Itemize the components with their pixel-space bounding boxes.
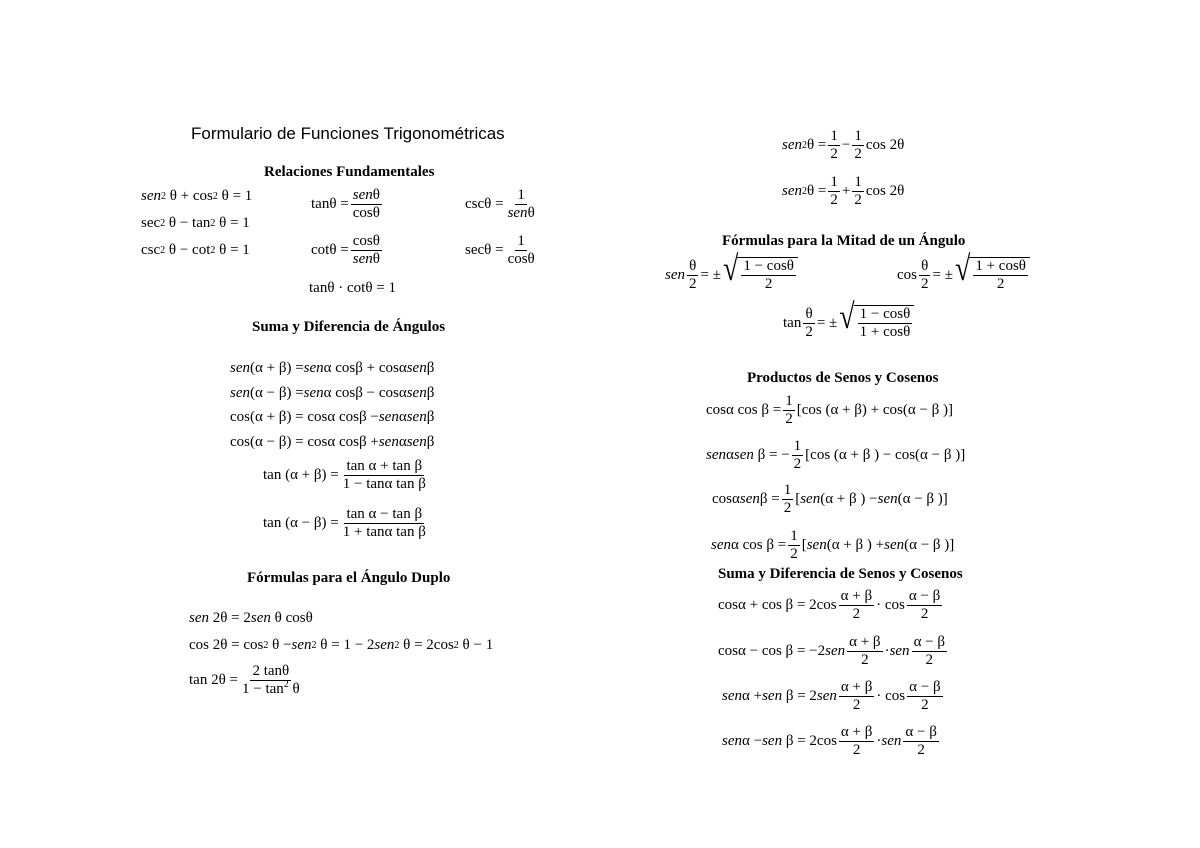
formula-sum-cc: cosα + cos β = 2cos $\frac{\alpha + \beta}{2}$ · cos $\frac{\alpha - \beta}{2}$ <box>718 588 941 623</box>
formula-sen2-red: sen 2 θ = $\frac{1}{2}$ − $\frac{1}{2}$ cos 2θ <box>782 128 905 163</box>
formula-cos-suma: cos(α + β) = cosα cosβ − sen α sen β <box>230 409 435 425</box>
formula-prod-ss: sen α sen β = − $\frac{1}{2}$ [cos (α + β ) − cos(α − β )] <box>706 438 966 473</box>
heading-fundamentales: Relaciones Fundamentales <box>264 164 435 180</box>
formula-prod-sc: sen α cos β = $\frac{1}{2}$ [ sen (α + β ) + sen (α − β )] <box>711 528 955 563</box>
formula-prod-cs: cosα sen β = $\frac{1}{2}$ [ sen (α + β ) − sen (α − β )] <box>712 482 948 517</box>
formula-pyth3: csc 2 θ − cot 2 θ = 1 <box>141 242 250 258</box>
formula-sen-suma: sen (α + β) = sen α cosβ + cosα sen β <box>230 360 435 376</box>
formula-cos2: cos 2θ = cos 2 θ − sen 2 θ = 1 − 2 sen 2 θ = 2cos 2 θ − 1 <box>189 637 494 653</box>
heading-suma-senos: Suma y Diferencia de Senos y Cosenos <box>718 566 963 582</box>
heading-productos: Productos de Senos y Cosenos <box>747 370 939 386</box>
formula-csc-def: cscθ = $\frac{1}{\text{senθ}}$ <box>465 187 535 222</box>
formula-cos2-red: sen 2 θ = $\frac{1}{2}$ + $\frac{1}{2}$ cos 2θ <box>782 174 905 209</box>
formula-sen-resta: sen (α − β) = sen α cosβ − cosα sen β <box>230 385 435 401</box>
formula-cos-mitad: cos $\frac{\theta}{2}$ = ± √ $\frac{1 + \cos\theta}{2}$ <box>897 257 1030 294</box>
formula-sen-mitad: sen $\frac{\theta}{2}$ = ± √ $\frac{1 - \cos\theta}{2}$ <box>665 257 798 294</box>
formula-tan-mitad: tan $\frac{\theta}{2}$ = ± √ $\frac{1 - \cos\theta}{1 + \cos\theta}$ <box>783 305 914 342</box>
formula-tancot: tanθ · cotθ = 1 <box>309 280 396 296</box>
formula-sen2: sen 2θ = 2 sen θ cosθ <box>189 610 313 626</box>
formula-cot-def: cotθ = $\frac{\cos\theta}{\text{senθ}}$ <box>311 233 380 268</box>
formula-dif-cc: cosα − cos β = −2 sen $\frac{\alpha + \beta}{2}$ · sen $\frac{\alpha - \beta}{2}$ <box>718 634 946 669</box>
formula-sec-def: secθ = $\frac{1}{\cos\theta}$ <box>465 233 535 268</box>
formula-dif-ss: sen α − sen β = 2cos $\frac{\alpha + \beta}{2}$ · sen $\frac{\alpha - \beta}{2}$ <box>722 724 937 759</box>
formula-tan-suma: tan (α + β) = $\frac{\text{tan α + tan β}}{\text{1 − tanα tan β}}$ <box>263 458 426 493</box>
formula-tan2: tan 2θ = $\frac{2 \tan\theta}{1 - \tan^2 \theta}$ <box>189 663 300 698</box>
formula-sum-ss: sen α + sen β = 2 sen $\frac{\alpha + \beta}{2}$ · cos $\frac{\alpha - \beta}{2}$ <box>722 679 941 714</box>
formula-pyth1: sen 2 θ + cos 2 θ = 1 <box>141 188 253 204</box>
heading-suma-angulos: Suma y Diferencia de Ángulos <box>252 319 446 335</box>
heading-mitad-angulo: Fórmulas para la Mitad de un Ángulo <box>722 233 966 249</box>
formula-prod-cc: cosα cos β = $\frac{1}{2}$ [cos (α + β) + cos(α − β )] <box>706 393 954 428</box>
page-title: Formulario de Funciones Trigonométricas <box>191 124 505 143</box>
formula-tan-resta: tan (α − β) = $\frac{\text{tan α − tan β}}{\text{1 + tanα tan β}}$ <box>263 506 426 541</box>
heading-angulo-duplo: Fórmulas para el Ángulo Duplo <box>247 570 451 586</box>
formula-tan-def: tanθ = $\frac{\text{senθ}}{\cos\theta}$ <box>311 187 380 222</box>
formula-pyth2: sec 2 θ − tan 2 θ = 1 <box>141 215 250 231</box>
formula-cos-resta: cos(α − β) = cosα cosβ + sen α sen β <box>230 434 435 450</box>
